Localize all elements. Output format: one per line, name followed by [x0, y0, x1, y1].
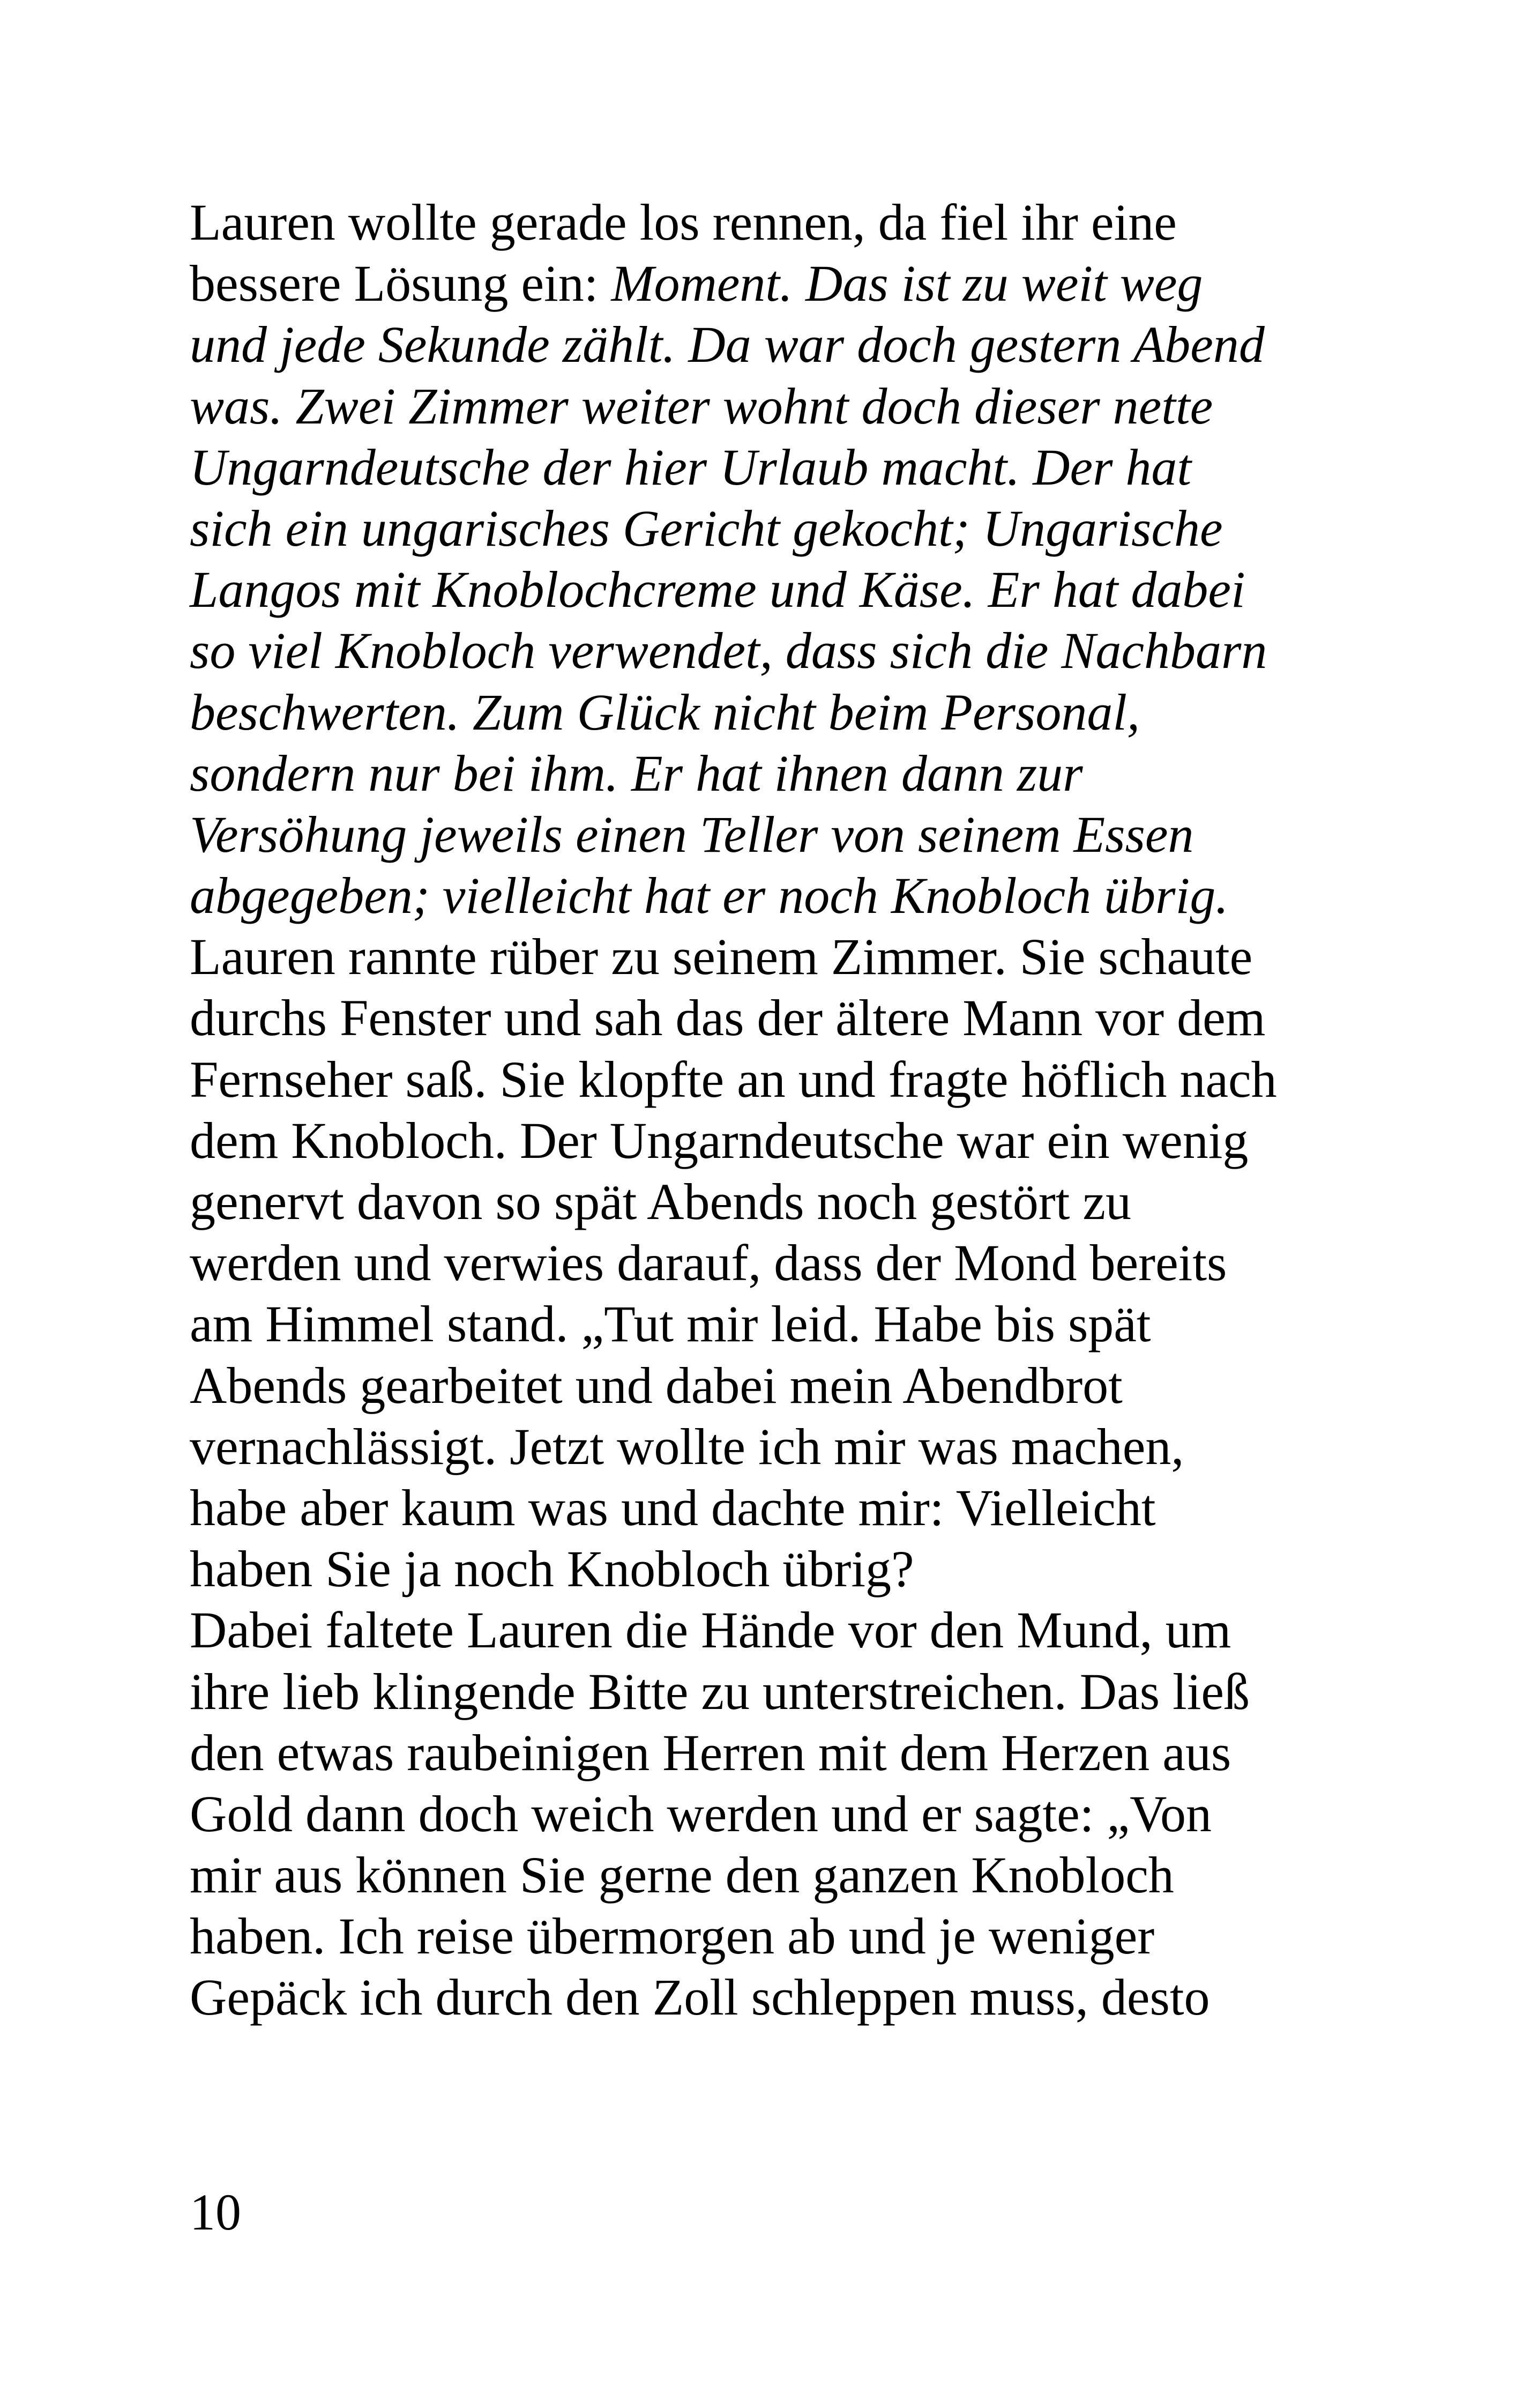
- italic-text-segment: und jede Sekunde zählt. Da war doch gestern Abend: [190, 316, 1265, 374]
- text-segment: mir aus können Sie gerne den ganzen Knobloch: [190, 1846, 1174, 1904]
- text-segment: werden und verwies darauf, dass der Mond bereits: [190, 1234, 1227, 1292]
- text-line: [190, 253, 1369, 314]
- italic-text-segment: Versöhung jeweils einen Teller von seinem Essen: [190, 805, 1194, 863]
- italic-text-segment: abgegeben; vielleicht hat er noch Knobloch übrig.: [190, 867, 1229, 925]
- text-segment: Dabei faltete Lauren die Hände vor den Mund, um: [190, 1601, 1231, 1659]
- body-text: [190, 192, 1369, 2028]
- text-segment: haben Sie ja noch Knobloch übrig?: [190, 1540, 914, 1598]
- text-segment: vernachlässigt. Jetzt wollte ich mir was machen,: [190, 1417, 1184, 1475]
- text-line: [190, 1600, 1369, 1661]
- text-line: [190, 1661, 1369, 1722]
- text-line: [190, 1171, 1369, 1232]
- text-line: [190, 1355, 1369, 1416]
- text-segment: haben. Ich reise übermorgen ab und je weniger: [190, 1907, 1155, 1965]
- text-line: [190, 682, 1369, 743]
- text-segment: ihre lieb klingende Bitte zu unterstreichen. Das ließ: [190, 1662, 1250, 1720]
- text-line: [190, 1783, 1369, 1845]
- text-line: [190, 1539, 1369, 1600]
- text-line: [190, 314, 1369, 375]
- text-line: [190, 1477, 1369, 1539]
- italic-text-segment: Ungarndeutsche der hier Urlaub macht. Der hat: [190, 438, 1192, 496]
- text-line: [190, 1110, 1369, 1171]
- text-segment: Fernseher saß. Sie klopfte an und fragte höflich nach: [190, 1050, 1277, 1108]
- text-line: [190, 1416, 1369, 1477]
- text-line: [190, 1845, 1369, 1906]
- text-line: [190, 1294, 1369, 1355]
- text-line: [190, 1049, 1369, 1110]
- text-segment: durchs Fenster und sah das der ältere Mann vor dem: [190, 989, 1266, 1047]
- text-segment: Abends gearbeitet und dabei mein Abendbrot: [190, 1356, 1123, 1414]
- text-line: [190, 192, 1369, 253]
- text-line: [190, 1967, 1369, 2028]
- text-line: [190, 376, 1369, 437]
- italic-text-segment: so viel Knobloch verwendet, dass sich die Nachbarn: [190, 622, 1267, 680]
- text-line: [190, 498, 1369, 559]
- text-line: [190, 1906, 1369, 1967]
- text-line: [190, 437, 1369, 498]
- text-segment: dem Knobloch. Der Ungarndeutsche war ein wenig: [190, 1111, 1249, 1169]
- text-line: [190, 987, 1369, 1049]
- text-segment: bessere Lösung ein:: [190, 255, 611, 313]
- text-segment: am Himmel stand. „Tut mir leid. Habe bis spät: [190, 1295, 1151, 1353]
- italic-text-segment: Moment. Das ist zu weit weg: [611, 255, 1203, 313]
- text-line: [190, 804, 1369, 865]
- text-segment: den etwas raubeinigen Herren mit dem Herzen aus: [190, 1723, 1231, 1781]
- italic-text-segment: sich ein ungarisches Gericht gekocht; Ungarische: [190, 499, 1223, 557]
- text-line: [190, 620, 1369, 681]
- text-segment: Gepäck ich durch den Zoll schleppen muss, desto: [190, 1968, 1210, 2026]
- page-number: 10: [190, 2183, 241, 2241]
- text-segment: Lauren rannte rüber zu seinem Zimmer. Sie schaute: [190, 928, 1253, 986]
- text-segment: Gold dann doch weich werden und er sagte: „Von: [190, 1785, 1212, 1842]
- italic-text-segment: Langos mit Knoblochcreme und Käse. Er hat dabei: [190, 561, 1245, 619]
- text-segment: habe aber kaum was und dachte mir: Vielleicht: [190, 1478, 1156, 1536]
- text-segment: Lauren wollte gerade los rennen, da fiel ihr eine: [190, 194, 1177, 251]
- text-line: [190, 926, 1369, 987]
- italic-text-segment: beschwerten. Zum Glück nicht beim Personal,: [190, 683, 1140, 741]
- text-line: [190, 743, 1369, 804]
- italic-text-segment: sondern nur bei ihm. Er hat ihnen dann zur: [190, 744, 1083, 802]
- text-line: [190, 865, 1369, 926]
- text-line: [190, 1232, 1369, 1294]
- text-segment: genervt davon so spät Abends noch gestört zu: [190, 1173, 1131, 1230]
- text-line: [190, 559, 1369, 620]
- text-line: [190, 1722, 1369, 1783]
- italic-text-segment: was. Zwei Zimmer weiter wohnt doch dieser nette: [190, 377, 1213, 435]
